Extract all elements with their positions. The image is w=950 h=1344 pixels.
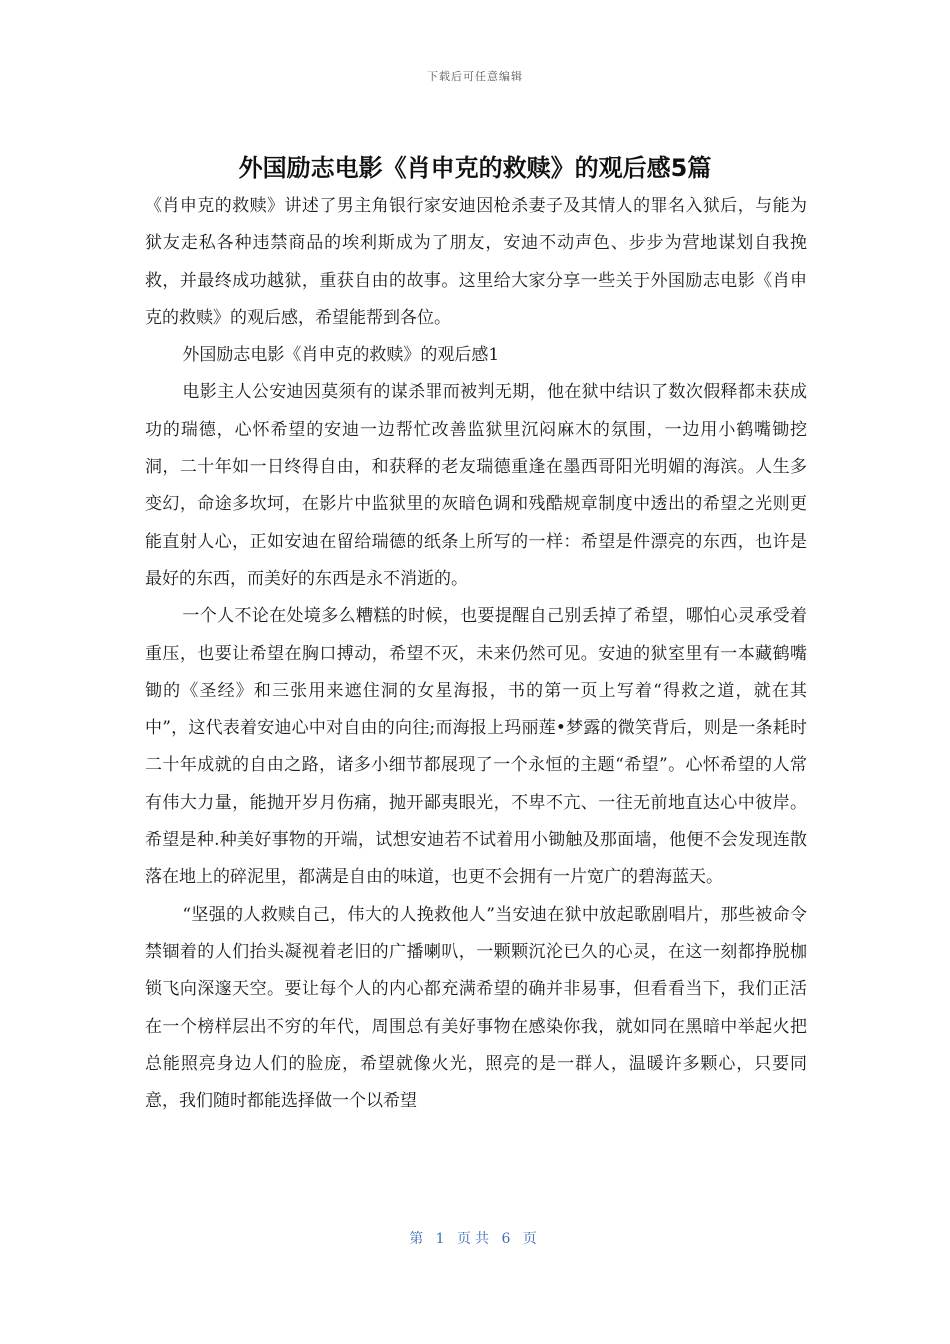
body-paragraph: “坚强的人救赎自己，伟大的人挽救他人”当安迪在狱中放起歌剧唱片，那些被命令禁锢着的人们抬头凝视着老旧的广播喇叭，一颗颗沉沦已久的心灵，在这一刻都挣脱枷锁飞向深邃天空。要让每个人的内心都充满希望的确并非易事，但看看当下，我们正活在一个榜样层出不穷的年代，周围总有美好事物在感染你我，就如同在黑暗中举起火把总能照亮身边人们的脸庞，希望就像火光，照亮的是一群人，温暖许多颗心，只要同意，我们随时都能选择做一个以希望 [145, 904, 807, 1112]
body-paragraph: 一个人不论在处境多么糟糕的时候，也要提醒自己别丢掉了希望，哪怕心灵承受着重压，也要让希望在胸口搏动，希望不灭，未来仍然可见。安迪的狱室里有一本藏鹤嘴锄的《圣经》和三张用来遮住洞的女星海报，书的第一页上写着“得救之道，就在其中”，这代表着安迪心中对自由的向往;而海报上玛丽莲•梦露的微笑背后，则是一条耗时二十年成就的自由之路，诸多小细节都展现了一个永恒的主题“希望”。心怀希望的人常有伟大力量，能抛开岁月伤痛，抛开鄙夷眼光，不卑不亢、一往无前地直达心中彼岸。希望是种.种美好事物的开端，试想安迪若不试着用小锄触及那面墙，他便不会发现连散落在地上的碎泥里，都满是自由的味道，也更不会拥有一片宽广的碧海蓝天。 [145, 606, 807, 888]
document-title: 外国励志电影《肖申克的救赎》的观后感5篇 [238, 154, 712, 182]
section-heading: 外国励志电影《肖申克的救赎》的观后感1 [182, 345, 500, 366]
page-number-footer: 第 1 页共 6 页 [409, 1231, 541, 1247]
document-body [145, 188, 807, 1120]
header-note: 下载后可任意编辑 [427, 70, 523, 83]
body-paragraph: 电影主人公安迪因莫须有的谋杀罪而被判无期，他在狱中结识了数次假释都未获成功的瑞德，心怀希望的安迪一边帮忙改善监狱里沉闷麻木的氛围，一边用小鹤嘴锄挖洞，二十年如一日终得自由，和获释的老友瑞德重逢在墨西哥阳光明媚的海滨。人生多变幻，命途多坎坷，在影片中监狱里的灰暗色调和残酷规章制度中透出的希望之光则更能直射人心，正如安迪在留给瑞德的纸条上所写的一样：希望是件漂亮的东西，也许是最好的东西，而美好的东西是永不消逝的。 [145, 382, 807, 589]
intro-paragraph: 《肖申克的救赎》讲述了男主角银行家安迪因枪杀妻子及其情人的罪名入狱后，与能为狱友走私各种违禁商品的埃利斯成为了朋友，安迪不动声色、步步为营地谋划自我挽救，并最终成功越狱，重获自由的故事。这里给大家分享一些关于外国励志电影《肖申克的救赎》的观后感，希望能帮到各位。 [145, 196, 807, 328]
